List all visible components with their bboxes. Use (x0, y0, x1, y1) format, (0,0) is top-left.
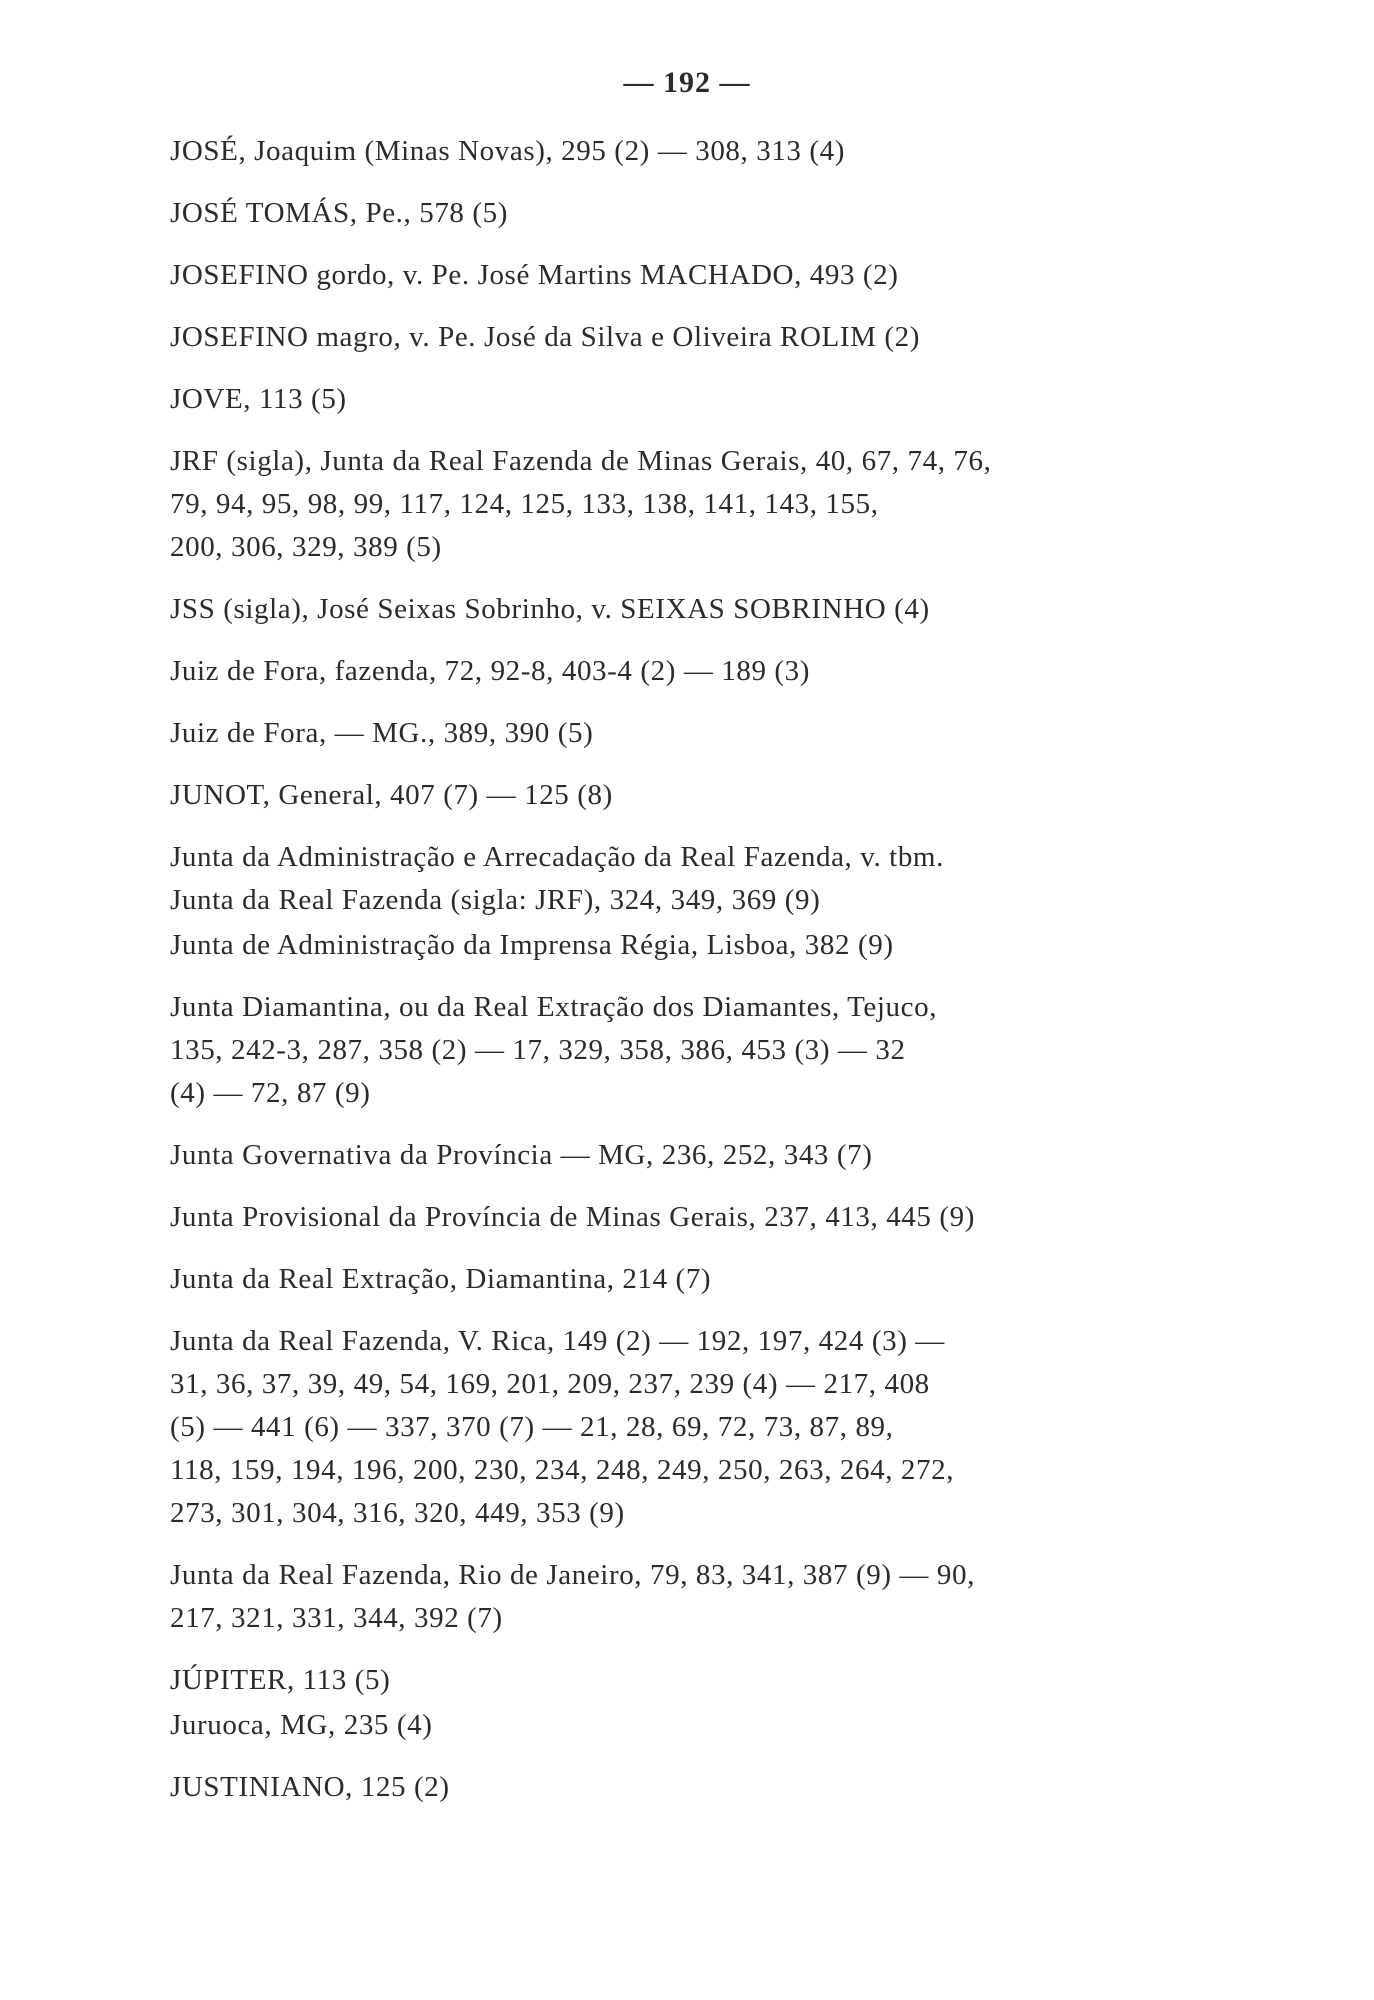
index-entry-line: Junta da Administração e Arrecadação da Real Fazenda, v. tbm. (170, 841, 944, 873)
index-entry-line: (5) — 441 (6) — 337, 370 (7) — 21, 28, 69, 72, 73, 87, 89, (170, 1411, 894, 1443)
index-entry (170, 254, 1210, 297)
page-number: — 192 — (623, 66, 751, 99)
index-entry-line: 31, 36, 37, 39, 49, 54, 169, 201, 209, 237, 239 (4) — 217, 408 (170, 1368, 930, 1400)
index-entry-line: JOSEFINO magro, v. Pe. José da Silva e Oliveira ROLIM (2) (170, 321, 920, 353)
index-entry-line: JÚPITER, 113 (5) (170, 1664, 391, 1696)
index-entry-line: JUNOT, General, 407 (7) — 125 (8) (170, 779, 613, 811)
index-entry-line: Junta da Real Fazenda (sigla: JRF), 324, 349, 369 (9) (170, 884, 821, 916)
index-entry (170, 1196, 1210, 1239)
index-entry-line: 79, 94, 95, 98, 99, 117, 124, 125, 133, 138, 141, 143, 155, (170, 488, 879, 520)
index-entry (170, 316, 1210, 359)
index-entry (170, 1659, 1210, 1702)
index-entry (170, 440, 1210, 569)
index-entry (170, 1704, 1210, 1747)
index-entry (170, 986, 1210, 1115)
index-entry (170, 588, 1210, 631)
index-entry-line: JSS (sigla), José Seixas Sobrinho, v. SEIXAS SOBRINHO (4) (170, 593, 930, 625)
index-entry-line: 273, 301, 304, 316, 320, 449, 353 (9) (170, 1497, 625, 1529)
index-entry-line: Junta da Real Fazenda, Rio de Janeiro, 79, 83, 341, 387 (9) — 90, (170, 1559, 975, 1591)
index-entry-line: Juruoca, MG, 235 (4) (170, 1709, 433, 1741)
index-entry-line: 135, 242-3, 287, 358 (2) — 17, 329, 358, 386, 453 (3) — 32 (170, 1034, 906, 1066)
index-entry-line: Junta Provisional da Província de Minas Gerais, 237, 413, 445 (9) (170, 1201, 975, 1233)
index-entry (170, 1258, 1210, 1301)
index-entry (170, 712, 1210, 755)
index-entry (170, 924, 1210, 967)
index-entries (170, 130, 1210, 1828)
index-entry (170, 378, 1210, 421)
index-entry-line: (4) — 72, 87 (9) (170, 1077, 371, 1109)
index-entry-line: Junta Diamantina, ou da Real Extração dos Diamantes, Tejuco, (170, 991, 938, 1023)
index-entry (170, 1766, 1210, 1809)
index-entry (170, 192, 1210, 235)
index-entry-line: JRF (sigla), Junta da Real Fazenda de Minas Gerais, 40, 67, 74, 76, (170, 445, 992, 477)
index-entry-line: 217, 321, 331, 344, 392 (7) (170, 1602, 503, 1634)
index-entry (170, 130, 1210, 173)
index-entry (170, 650, 1210, 693)
index-entry (170, 1134, 1210, 1177)
index-entry-line: Junta Governativa da Província — MG, 236, 252, 343 (7) (170, 1139, 873, 1171)
index-entry-line: JUSTINIANO, 125 (2) (170, 1771, 450, 1803)
index-entry (170, 774, 1210, 817)
index-entry-line: JOVE, 113 (5) (170, 383, 347, 415)
index-entry-line: JOSÉ TOMÁS, Pe., 578 (5) (170, 197, 509, 229)
index-entry (170, 1554, 1210, 1640)
index-entry-line: 200, 306, 329, 389 (5) (170, 531, 442, 563)
index-entry-line: Juiz de Fora, — MG., 389, 390 (5) (170, 717, 594, 749)
index-entry-line: JOSÉ, Joaquim (Minas Novas), 295 (2) — 308, 313 (4) (170, 135, 845, 167)
index-entry (170, 1320, 1210, 1535)
index-entry-line: Junta da Real Fazenda, V. Rica, 149 (2) — 192, 197, 424 (3) — (170, 1325, 945, 1357)
index-entry-line: Junta de Administração da Imprensa Régia, Lisboa, 382 (9) (170, 929, 894, 961)
index-entry-line: JOSEFINO gordo, v. Pe. José Martins MACHADO, 493 (2) (170, 259, 899, 291)
index-entry-line: Juiz de Fora, fazenda, 72, 92-8, 403-4 (2) — 189 (3) (170, 655, 811, 687)
index-entry-line: Junta da Real Extração, Diamantina, 214 (7) (170, 1263, 712, 1295)
index-entry (170, 836, 1210, 922)
index-entry-line: 118, 159, 194, 196, 200, 230, 234, 248, 249, 250, 263, 264, 272, (170, 1454, 955, 1486)
